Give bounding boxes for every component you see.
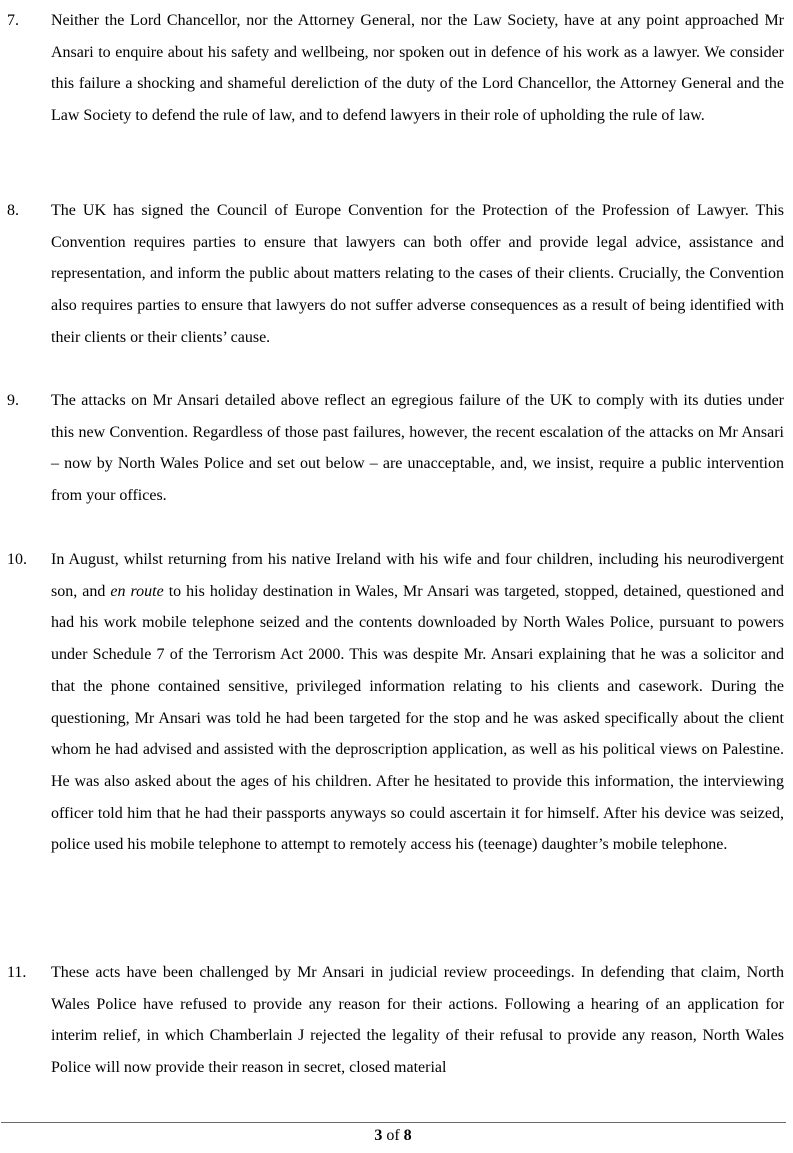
- paragraph-text: [51, 544, 784, 861]
- total-pages: 8: [403, 1127, 412, 1144]
- page-number: [0, 1126, 786, 1146]
- paragraph-text: The attacks on Mr Ansari detailed above reflect an egregious failure of the UK to comply with its duties under this new Convention. Regardless of those past failures, however, the recent escalation of the attacks on Mr Ansari – now by North Wales Police and set out below – are unacceptable, and, we insist, require a public intervention from your offices.: [51, 392, 784, 505]
- paragraph-number: 10.: [7, 551, 27, 568]
- paragraph-number: 11.: [7, 964, 27, 981]
- italic-phrase: en route: [110, 582, 164, 600]
- paragraph-number: 9.: [7, 392, 19, 409]
- paragraph-text-segment: In August, whilst returning from his native Ireland with his wife and four children, including his neurodivergent son, and: [51, 551, 784, 600]
- paragraph-number: 7.: [7, 12, 19, 29]
- footer-divider: [1, 1122, 786, 1123]
- paragraph-text: These acts have been challenged by Mr Ansari in judicial review proceedings. In defending that claim, North Wales Police have refused to provide any reason for their actions. Following a hearing of an application for interim relief, in which Chamberlain J rejected the legality of their refusal to provide any reason, North Wales Police will now provide their reason in secret, closed material: [51, 964, 784, 1077]
- current-page: 3: [374, 1127, 383, 1144]
- paragraph-text-segment: to his holiday destination in Wales, Mr Ansari was targeted, stopped, detained, questioned and had his work mobile telephone seized and the contents downloaded by North Wales Police, pursuant to powers under Schedule 7 of the Terrorism Act 2000. This was despite Mr. Ansari explaining that he was a solicitor and that the phone contained sensitive, privileged information relating to his clients and casework. During the questioning, Mr Ansari was told he had been targeted for the stop and he was asked specifically about the client whom he had advised and assisted with the deproscription application, as well as his political views on Palestine. He was also asked about the ages of his children. After he hesitated to provide this information, the interviewing officer told him that he had their passports anyways so could ascertain it for himself. After his device was seized, police used his mobile telephone to attempt to remotely access his (teenage) daughter’s mobile telephone.: [51, 582, 785, 854]
- page-of-label: of: [382, 1127, 404, 1144]
- paragraph-number: 8.: [7, 202, 19, 219]
- paragraph-text: The UK has signed the Council of Europe Convention for the Protection of the Profession of Lawyer. This Convention requires parties to ensure that lawyers can both offer and provide legal advice, assistance and representation, and inform the public about matters relating to the cases of their clients. Crucially, the Convention also requires parties to ensure that lawyers do not suffer adverse consequences as a result of being identified with their clients or their clients’ cause.: [51, 202, 784, 346]
- paragraph-text: Neither the Lord Chancellor, nor the Attorney General, nor the Law Society, have at any point approached Mr Ansari to enquire about his safety and wellbeing, nor spoken out in defence of his work as a lawyer. We consider this failure a shocking and shameful dereliction of the duty of the Lord Chancellor, the Attorney General and the Law Society to defend the rule of law, and to defend lawyers in their role of upholding the rule of law.: [51, 12, 784, 125]
